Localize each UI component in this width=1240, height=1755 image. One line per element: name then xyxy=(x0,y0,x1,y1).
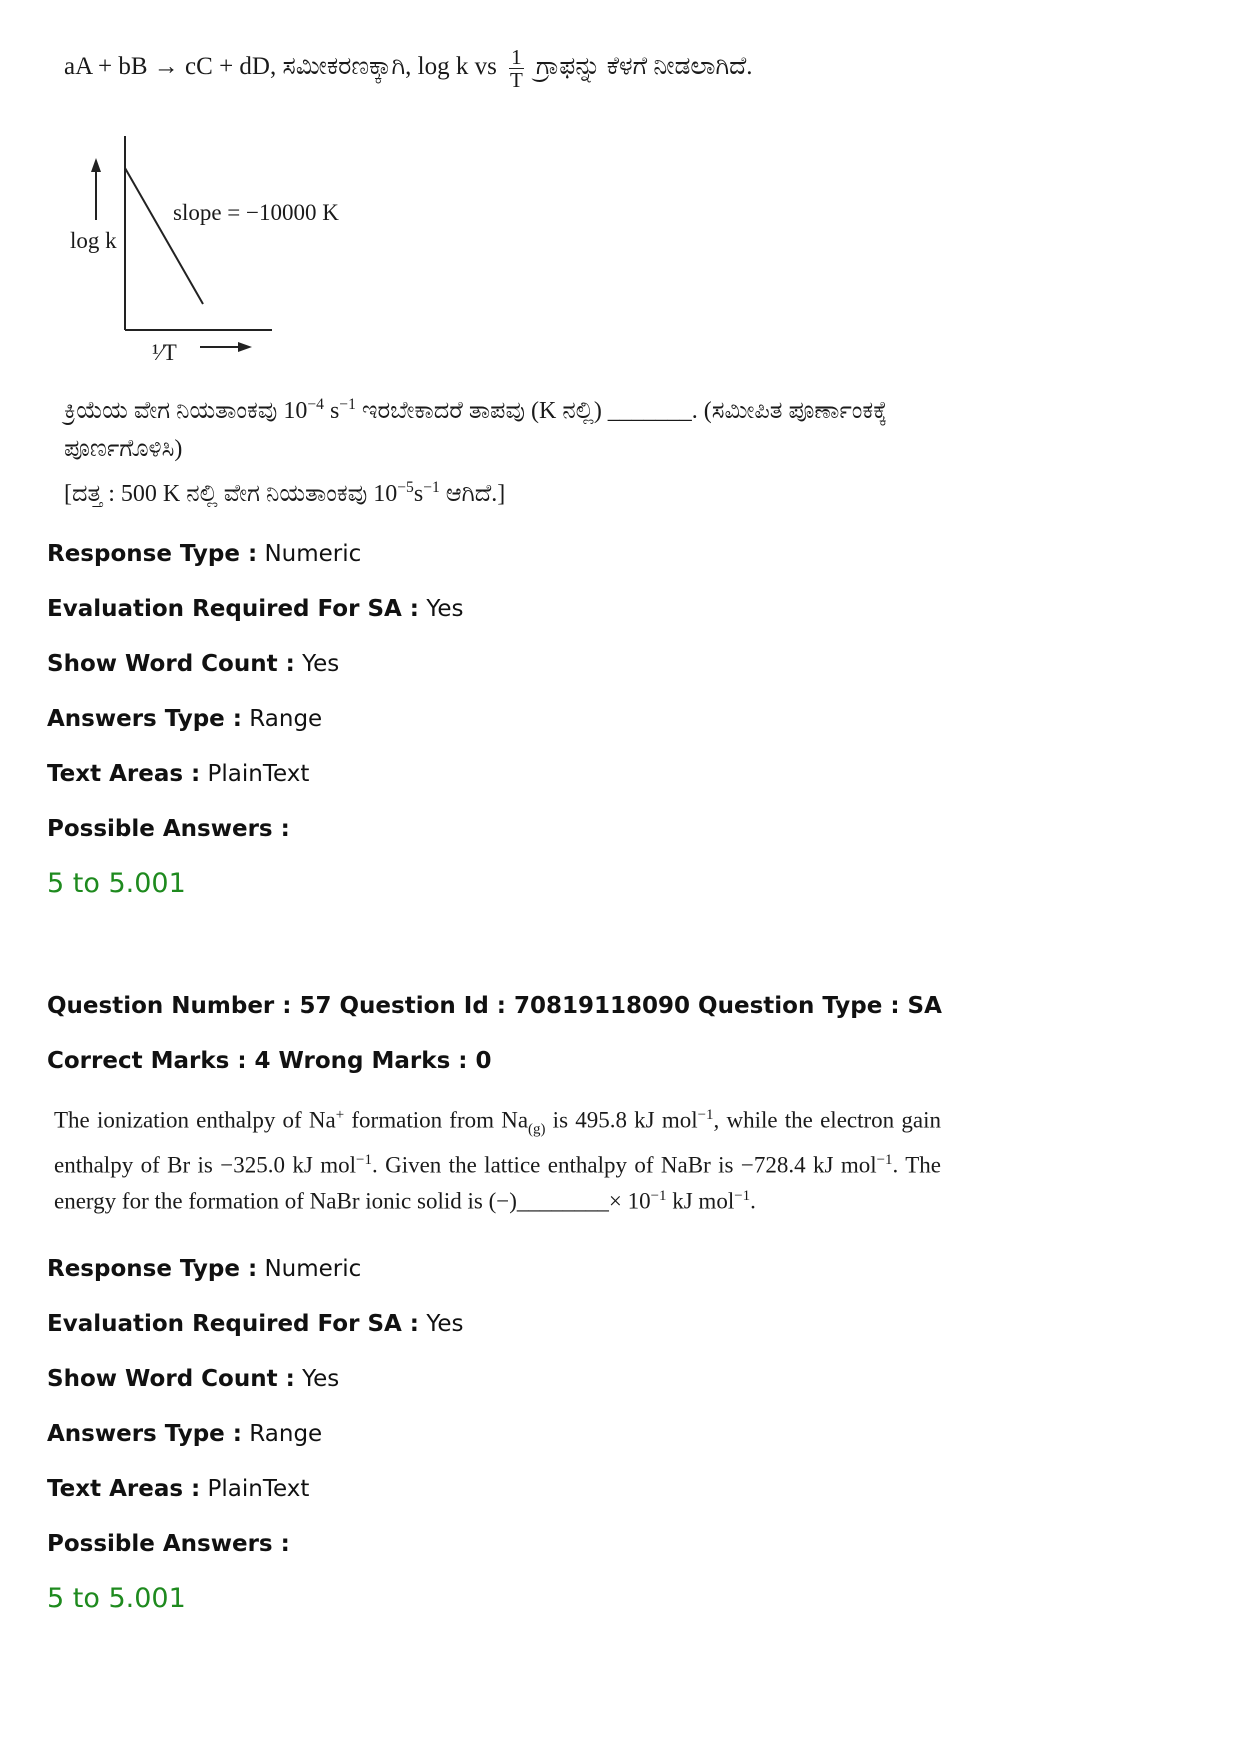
q1-given-note xyxy=(64,470,505,512)
field-value: Numeric xyxy=(264,1256,362,1282)
q2-text-part: is 495.8 kJ mol xyxy=(545,1107,698,1133)
q1-exponent: −4 xyxy=(307,396,324,413)
x-arrow-head xyxy=(238,342,252,352)
q1-possible-answers-label xyxy=(47,813,290,845)
q2-evaluation-required xyxy=(47,1308,463,1340)
q1-note-part: s xyxy=(413,481,424,507)
q1-response-type xyxy=(47,538,361,570)
q2-subscript: (g) xyxy=(528,1121,546,1138)
q1-question-text xyxy=(64,386,964,468)
q1-answers-type xyxy=(47,703,322,735)
q1-text-part: ಇರಬೇಕಾದರೆ ತಾಪವು (K ನಲ್ಲಿ) _______. (ಸಮೀಪಿತ ಪೂರ್ಣಾಂಕಕ್ಕೆ ಪೂರ್ಣಗೊಳಿಸಿ) xyxy=(64,398,888,462)
q1-text-part: ಕ್ರಿಯೆಯ ವೇಗ ನಿಯತಾಂಕವು 10 xyxy=(64,398,308,424)
q2-text-part: The ionization enthalpy of Na xyxy=(54,1107,336,1133)
field-value: Range xyxy=(249,1421,323,1447)
field-value: Numeric xyxy=(264,541,362,567)
q1-text-areas xyxy=(47,758,309,790)
q2-text-part: , while the electron gain enthalpy of Br is −325.0 kJ mol xyxy=(54,1107,941,1178)
q2-superscript: −1 xyxy=(876,1152,893,1169)
field-label: Answers Type : xyxy=(47,706,242,732)
y-arrow-head xyxy=(91,158,101,172)
q2-marks-header xyxy=(47,1045,491,1077)
field-label: Possible Answers : xyxy=(47,816,290,842)
logk-vs-inverse-t-graph xyxy=(60,128,380,378)
q2-text-part: . xyxy=(750,1188,756,1214)
q1-exponent: −1 xyxy=(339,396,356,413)
q2-superscript: −1 xyxy=(356,1152,372,1169)
q2-superscript: + xyxy=(335,1107,345,1123)
field-value: Range xyxy=(249,706,323,732)
q2-show-word-count xyxy=(47,1363,339,1395)
field-value: Yes xyxy=(426,1311,464,1337)
field-label: Evaluation Required For SA : xyxy=(47,1311,420,1337)
q1-equation-line xyxy=(64,46,753,91)
field-value: Yes xyxy=(302,1366,340,1392)
q1-note-exponent: −1 xyxy=(423,479,440,496)
field-label: Text Areas : xyxy=(47,1476,201,1502)
q2-question-header xyxy=(47,990,942,1022)
q1-equation: aA + bB → cC + dD, ಸಮೀಕರಣಕ್ಕಾಗಿ, log k vs xyxy=(64,53,497,81)
q1-evaluation-required xyxy=(47,593,463,625)
q1-text-part: s xyxy=(323,398,340,424)
q2-text-part: formation from Na xyxy=(344,1107,529,1133)
q2-possible-answers-label xyxy=(47,1528,290,1560)
q2-text-part: kJ mol xyxy=(666,1188,735,1214)
field-label: Text Areas : xyxy=(47,761,201,787)
field-value: Yes xyxy=(302,651,340,677)
q2-response-type xyxy=(47,1253,361,1285)
fraction-denominator: T xyxy=(509,68,523,92)
field-value: Yes xyxy=(426,596,464,622)
field-label: Show Word Count : xyxy=(47,1366,295,1392)
q1-note-exponent: −5 xyxy=(397,479,414,496)
field-value: PlainText xyxy=(207,761,310,787)
marks-header-text: Correct Marks : 4 Wrong Marks : 0 xyxy=(47,1048,492,1074)
question-header-text: Question Number : 57 Question Id : 70819118090 Question Type : SA xyxy=(47,993,942,1019)
q2-answers-type xyxy=(47,1418,322,1450)
logk-line xyxy=(125,168,203,304)
field-label: Answers Type : xyxy=(47,1421,242,1447)
q1-possible-answer: 5 to 5.001 xyxy=(47,868,186,899)
field-value: PlainText xyxy=(207,1476,310,1502)
fraction-numerator: 1 xyxy=(511,45,522,69)
field-label: Response Type : xyxy=(47,541,258,567)
q1-note-part: [ದತ್ತ : 500 K ನಲ್ಲಿ ವೇಗ ನಿಯತಾಂಕವು 10 xyxy=(64,481,398,507)
field-label: Evaluation Required For SA : xyxy=(47,596,420,622)
q2-possible-answer: 5 to 5.001 xyxy=(47,1583,186,1614)
q2-superscript: −1 xyxy=(734,1187,751,1204)
field-label: Show Word Count : xyxy=(47,651,295,677)
x-axis-label: ¹⁄T xyxy=(152,340,177,365)
inverse-temperature-fraction xyxy=(509,46,524,91)
y-axis-label: log k xyxy=(70,228,117,253)
q2-question-text xyxy=(54,1100,941,1217)
slope-label: slope = −10000 K xyxy=(173,200,339,225)
q2-text-areas xyxy=(47,1473,309,1505)
q1-show-word-count xyxy=(47,648,339,680)
field-label: Possible Answers : xyxy=(47,1531,290,1557)
q1-equation-tail: ಗ್ರಾಫನ್ನು ಕೆಳಗೆ ನೀಡಲಾಗಿದೆ. xyxy=(535,53,753,81)
q1-note-part: ಆಗಿದೆ.] xyxy=(439,481,506,507)
q2-text-part: . Given the lattice enthalpy of NaBr is −728.4 kJ mol xyxy=(371,1152,877,1178)
q2-superscript: −1 xyxy=(697,1107,714,1123)
q2-superscript: −1 xyxy=(650,1187,667,1204)
field-label: Response Type : xyxy=(47,1256,258,1282)
q2-text-part: . The energy for the formation of NaBr ionic solid is (−)________× 10 xyxy=(54,1152,942,1214)
